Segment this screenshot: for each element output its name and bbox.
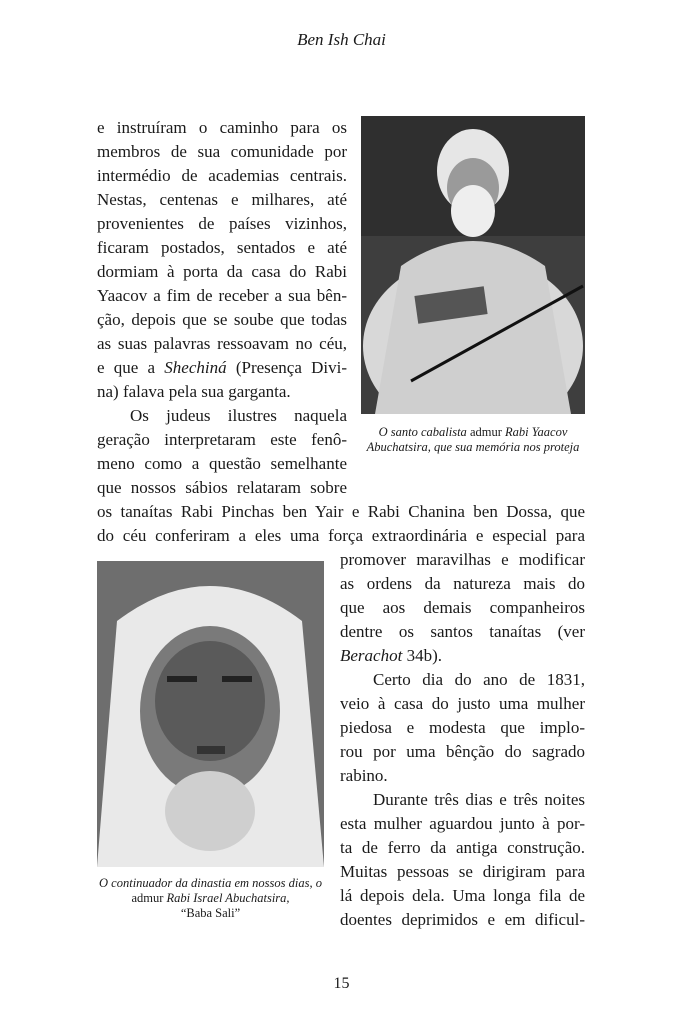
caption-bottom-part2: admur xyxy=(131,891,167,905)
body-line: na) falava pela sua garganta. xyxy=(97,382,291,401)
body-line: as suas palavras ressoavam no céu, xyxy=(97,334,347,353)
caption-top-part1: O santo cabalista xyxy=(378,425,467,439)
body-line: Nestas, centenas e milhares, até xyxy=(97,190,347,209)
body-line: as ordens da natureza mais do xyxy=(340,574,585,593)
caption-top xyxy=(361,425,585,455)
portrait-illustration xyxy=(97,561,324,867)
body-line xyxy=(97,356,347,380)
body-line: intermédio de academias centrais. xyxy=(97,166,347,185)
body-line: Yaacov a fim de receber a sua bên- xyxy=(97,286,347,305)
body-line: do céu conferiram a eles uma força extraordinária e especial para xyxy=(97,526,585,545)
caption-bottom xyxy=(97,876,324,921)
body-line: Certo dia do ano de 1831, xyxy=(373,670,585,689)
caption-bottom-part3: Rabi Israel Abuchatsira, xyxy=(166,891,290,905)
body-line: esta mulher aguardou junto à por- xyxy=(340,814,585,833)
body-line: que aos demais companheiros xyxy=(340,598,585,617)
body-line: piedosa e modesta que implo- xyxy=(340,718,585,737)
body-line xyxy=(340,644,585,668)
caption-top-part3: Rabi Yaacov Abuchatsira, que sua memória nos proteja xyxy=(366,425,580,454)
body-line: que nossos sábios relataram sobre xyxy=(97,478,347,497)
body-line: e instruíram o caminho para os xyxy=(97,118,347,137)
body-line: promover maravilhas e modificar xyxy=(340,550,585,569)
body-line: dentre os santos tanaítas (ver xyxy=(340,622,585,641)
body-line: Os judeus ilustres naquela xyxy=(130,406,347,425)
photo-rabi-yaacov xyxy=(361,116,585,414)
berachot-term: Berachot xyxy=(340,646,403,665)
caption-bottom-part1: O continuador da dinastia em nossos dias, o xyxy=(99,876,322,890)
body-line: rou por uma bênção do sagrado xyxy=(340,742,585,761)
page-number: 15 xyxy=(333,975,350,992)
caption-bottom-part4: “Baba Sali” xyxy=(180,906,241,920)
body-line: doentes deprimidos e em dificul- xyxy=(340,910,585,929)
body-line: veio à casa do justo uma mulher xyxy=(340,694,585,713)
shechina-term: Shechiná xyxy=(164,358,227,377)
portrait-illustration xyxy=(361,116,585,414)
caption-top-part2: admur xyxy=(466,425,505,439)
body-line: ção, depois que se soube que todas xyxy=(97,310,347,329)
body-line: membros de sua comunidade por xyxy=(97,142,347,161)
body-line-part: e que a xyxy=(97,358,165,377)
body-line: os tanaítas Rabi Pinchas ben Yair e Rabi Chanina ben Dossa, que xyxy=(97,502,585,521)
body-line: ta de ferro da antiga construção. xyxy=(340,838,585,857)
body-line-part: 34b). xyxy=(406,646,442,665)
photo-baba-sali xyxy=(97,561,324,867)
body-line: Muitas pessoas se dirigiram para xyxy=(340,862,585,881)
body-line: lá depois dela. Uma longa fila de xyxy=(340,886,585,905)
body-line: ficaram postados, sentados e até xyxy=(97,238,347,257)
body-line: rabino. xyxy=(340,766,388,785)
body-line-part: (Presença Divi- xyxy=(226,358,347,377)
body-line: geração interpretaram este fenô- xyxy=(97,430,347,449)
body-line: provenientes de países vizinhos, xyxy=(97,214,347,233)
body-line: meno como a questão semelhante xyxy=(97,454,347,473)
body-line: dormiam à porta da casa do Rabi xyxy=(97,262,347,281)
running-header: Ben Ish Chai xyxy=(297,30,386,49)
body-line: Durante três dias e três noites xyxy=(373,790,585,809)
